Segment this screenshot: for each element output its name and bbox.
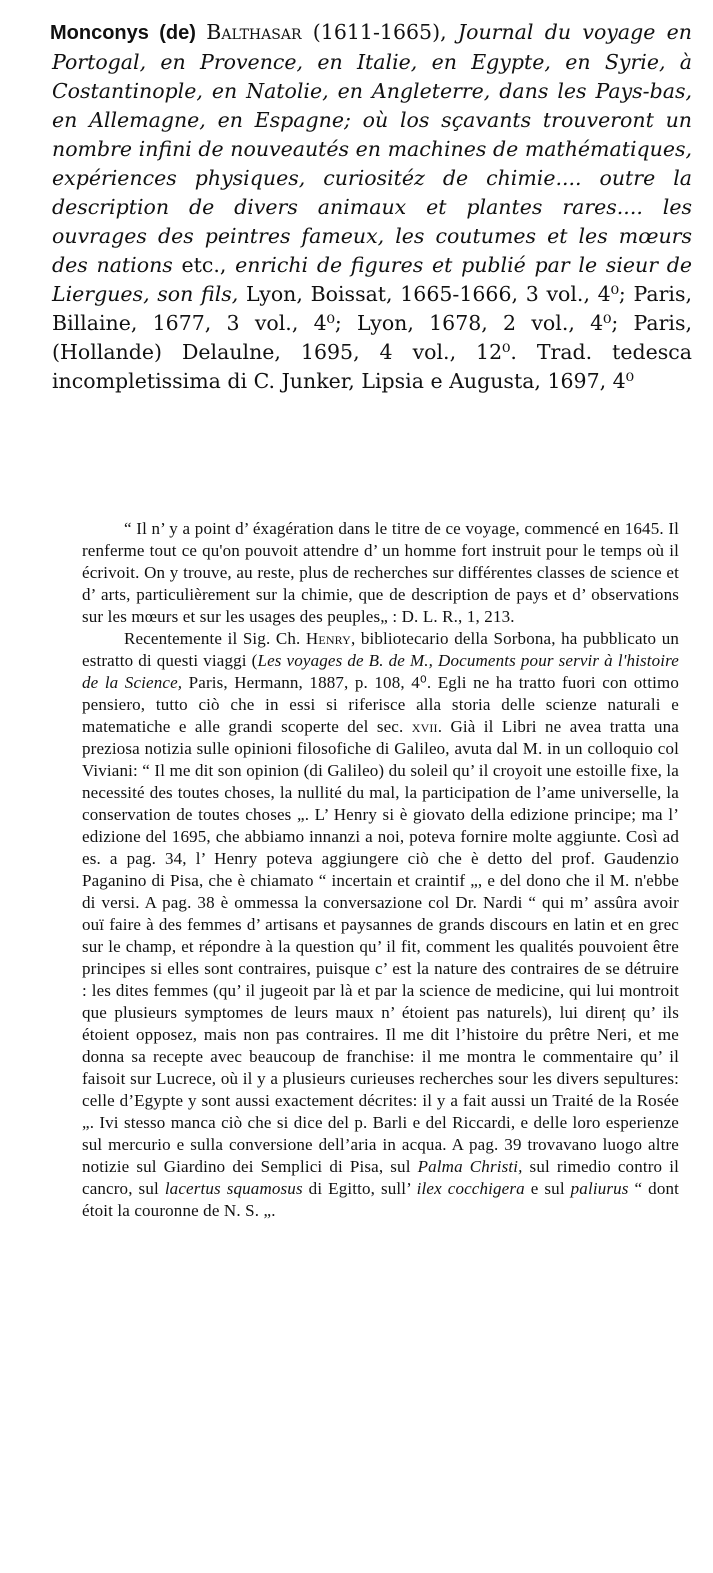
text-run: “ dont étoit la couronne de N. S. „. (82, 1179, 679, 1220)
text-run: e sul (524, 1179, 571, 1198)
bibliographic-entry (52, 18, 692, 396)
italic-term: paliurus (570, 1179, 629, 1198)
text-run: , bibliotecario della Sorbona, ha pubblicato un estratto di questi viaggi ( (82, 629, 680, 670)
italic-term: ilex cocchigera (416, 1179, 525, 1198)
text-run: Paris, Hermann, 1887, p. 108, 4⁰. Egli ne ha tratto fuori con ottimo pensiero, tutto ciò che in essi si riferisce alla storia delle scienze naturali e matematiche e alle grandi scoperte del sec. (82, 673, 679, 736)
italic-term: Palma Christi, (417, 1157, 523, 1176)
quote-paragraph: “ Il n’ y a point d’ éxagération dans le titre de ce voyage, commencé en 1645. Il renferme tout ce qu'on pouvoit attendre d’ un homme fort instruit pour le temps où il écrivoit. On y trouve, au reste, plus de recherches sur différentes classes de science et d’ arts, particulièrement sur la chimie, que de description de pays et d’ observations sur les mœurs et sur les usages des peuples„ : D. L. R., 1, 213. (82, 519, 679, 626)
henry-name: Henry (305, 629, 351, 648)
author-name: Balthasar (206, 20, 302, 44)
italic-term: lacertus squamosus (164, 1179, 303, 1198)
work-title-continued: enrichi de figures et publié par le sieur de Liergues, son fils, (52, 253, 693, 306)
etc-text: etc., (172, 253, 236, 277)
cited-title: Les voyages de B. de M., Documents pour servir à l'histoire de la Science, (82, 651, 679, 692)
commentary-paragraph (82, 628, 679, 1222)
work-title: Journal du voyage en Portogal, en Provence, en Italie, en Egypte, en Syrie, à Costantinople, en Natolie, en Angleterre, dans les Pays-bas, en Allemagne, en Espagne; où los sçavants trouveront un nombre infini de nouveautés en machines de mathématiques, expériences physiques, curiositéz de chimie.... outre la description de divers animaux et plantes rares.... les ouvrages des peintres fameux, les coutumes et les mœurs des nations (52, 20, 693, 277)
author-prefix: Monconys (de) (50, 22, 207, 44)
text-run: sul rimedio contro il cancro, sul (82, 1157, 679, 1198)
author-dates: (1611-1665), (301, 20, 458, 44)
commentary-note (82, 518, 679, 1222)
imprint-text: Lyon, Boissat, 1665-1666, 3 vol., 4⁰; Paris, Billaine, 1677, 3 vol., 4⁰; Lyon, 1678, 2 vol., 4⁰; Paris,(Hollande) Delaulne, 1695, 4 vol., 12⁰. Trad. tedesca incompletissima di C. Junker, Lipsia e Augusta, 1697, 4⁰ (52, 282, 692, 393)
text-run: Recentemente il Sig. Ch. (124, 629, 306, 648)
text-run: di Egitto, sull’ (302, 1179, 417, 1198)
century-numeral: xvii (411, 717, 438, 736)
text-run: . Già il Libri ne avea tratta una preziosa notizia sulle opinioni filosofiche di Galileo, avuta dal M. in un colloquio col Viviani: “ Il me dit son opinion (di Galileo) du soleil qu’ il croyoit une estoille fixe, la necessité des toutes choses, la nullité du mal, la participation de l’ame universelle, la conservation de toutes choses „. L’ Henry si è giovato della edizione principe; ma l’ edizione del 1695, che abbiamo innanzi a noi, poteva fornire molte aggiunte. Così ad es. a pag. 34, l’ Henry poteva aggiungere ciò che è detto del prof. Gaudenzio Paganino di Pisa, che è chiamato “ incertain et craintif „, e del dono che il M. n'ebbe di versi. A pag. 38 è ommessa la conversazione col Dr. Nardi “ qui m’ assûra avoir ouï faire à des femmes d’ artisans et paysannes de grands discours en latin et en grec sur le champ, et répondre à la question qu’ il fit, comment les qualités pouvoient être principes si elles sont contraires, puisque c’ est la nature des contraires de se détruire : les dites femmes (qu’ il jugeoit par là et par la science de medicine, qui lui montroit que plusieurs symptomes de leurs maux n’ étoient pas naturels), lui direnț qu’ ils étoient opposez, mais non pas contraires. Il me dit l’histoire du prêtre Neri, et me donna sa recepte avec beaucoup de franchise: il me montra le commentaire qu’ il faisoit sur Lucrece, où il y a plusieurs curieuses recherches sour les divers sepultures: celle d’Egypte y sont aussi exactement décrites: il y a fait aussi un Traité de la Rosée „. Ivi stesso manca ciò che si dice del p. Barli e del Riccardi, e delle loro esperienze sul mercurio e sulla conversione dell’aria in acqua. A pag. 39 trovavano luogo altre notizie sul Giardino dei Semplici di Pisa, sul (82, 717, 679, 1176)
